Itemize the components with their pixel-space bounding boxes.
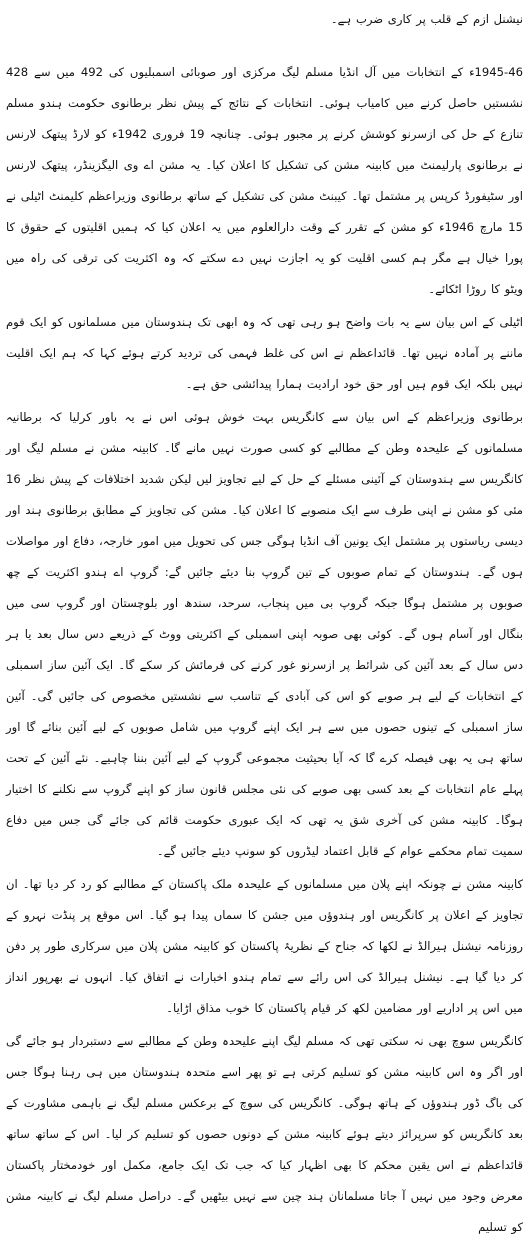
paragraph-2: 1945-46ء کے انتخابات میں آل انڈیا مسلم لیگ مرکزی اور صوبائی اسمبلیوں کی 492 میں سے 428 نشستیں حاصل کرنے میں کامیاب ہوئی۔ انتخابات کے نتائج کے پیش نظر برطانوی حکومت ہندو مسلم تنازع کے حل کی ازسرنو کوشش کرنے پر مجبور ہوئی۔ چنانچہ 19 فروری 1942ء کو لارڈ پیتھک لارنس نے برطانوی پارلیمنٹ میں کابینہ مشن کی تشکیل کا اعلان کیا۔ یہ مشن اے وی الیگزینڈر، پیتھک لارنس اور سٹیفورڈ کرپس پر مشتمل تھا۔ کیبنٹ مشن کی تشکیل کے ساتھ برطانوی وزیراعظم کلیمنٹ اٹیلی نے 15 مارچ 1946ء کو مشن کے تقرر کے وقت دارالعلوم میں یہ اعلان کیا کہ ہمیں اقلیتوں کے حقوق کا پورا خیال ہے مگر ہم کسی اقلیت کو یہ اجازت نہیں دے سکتے کہ وہ اکثریت کی ترقی کی راہ میں ویٹو کا روڑا اٹکائے۔ [6,65,523,296]
paragraph-spacer [6,35,523,57]
paragraph-6: کانگریس سوچ بھی نہ سکتی تھی کہ مسلم لیگ اپنے علیحدہ وطن کے مطالبے سے دستبردار ہو جائے گی اور اگر وہ اس کابینہ مشن کو تسلیم کرتی ہے تو پھر اسے متحدہ ہندوستان میں ہی رہنا ہوگا جس کی باگ ڈور ہندوؤں کے ہاتھ ہوگی۔ کانگریس کی سوچ کے برعکس مسلم لیگ نے باہمی مشاورت کے بعد کانگریس کو سرپرائز دیتے ہوئے کابینہ مشن کے دونوں حصوں کو تسلیم کر لیا۔ اس کے ساتھ ساتھ قائداعظم نے اس یقین محکم کا بھی اظہار کیا کہ جب تک ایک جامع، مکمل اور خودمختار پاکستان معرض وجود میں نہیں آ جاتا مسلمانان ہند چین سے نہیں بیٹھیں گے۔ دراصل مسلم لیگ نے کابینہ مشن کو تسلیم [6,1034,523,1234]
paragraph-5: کابینہ مشن نے چونکہ اپنے پلان میں مسلمانوں کے علیحدہ ملک پاکستان کے مطالبے کو رد کر دیا تھا۔ ان تجاویز کے اعلان پر کانگریس اور ہندوؤں میں جشن کا سماں پیدا ہو گیا۔ اس موقع پر پنڈت نہرو کے روزنامہ نیشنل ہیرالڈ نے لکھا کہ جناح کے نظریۂ پاکستان کو کابینہ مشن پلان میں سرکاری طور پر دفن کر دیا گیا ہے۔ نیشنل ہیرالڈ کی اس رائے سے تمام ہندو اخبارات نے اتفاق کیا۔ انہوں نے بھرپور انداز میں اس پر اداریے اور مضامین لکھ کر قیام پاکستان کا خوب مذاق اڑایا۔ [6,877,523,1015]
paragraph-4: برطانوی وزیراعظم کے اس بیان سے کانگریس بہت خوش ہوئی اس نے یہ باور کرلیا کہ برطانیہ مسلمانوں کے علیحدہ وطن کے مطالبے کو کسی صورت نہیں مانے گا۔ کابینہ مشن نے مسلم لیگ اور کانگریس سے ہندوستان کے آئینی مسئلے کے حل کے لیے تجاویز لیں لیکن شدید اختلافات کے پیش نظر 16 مئی کو مشن نے اپنی طرف سے ایک منصوبے کا اعلان کیا۔ مشن کی تجاویز کے مطابق برطانوی ہند اور دیسی ریاستوں پر مشتمل ایک یونین آف انڈیا ہوگی جس کی تحویل میں امور خارجہ، دفاع اور مواصلات ہوں گے۔ ہندوستان کے تمام صوبوں کے تین گروپ بنا دیئے جائیں گے: گروپ اے ہندو اکثریت کے چھ صوبوں پر مشتمل ہوگا جبکہ گروپ بی میں پنجاب، سرحد، سندھ اور بلوچستان اور گروپ سی میں بنگال اور آسام ہوں گے۔ کوئی بھی صوبہ اپنی اسمبلی کے اکثریتی ووٹ کے ذریعے دس سال بعد یا ہر دس سال کے بعد آئین کی شرائط پر ازسرنو غور کرنے کی فرمائش کر سکے گا۔ ایک آئین ساز اسمبلی کے انتخابات کے لیے ہر صوبے کو اس کی آبادی کے تناسب سے نشستیں مخصوص کی جائیں گی۔ آئین ساز اسمبلی کے تینوں حصوں میں سے ہر ایک اپنے گروپ میں شامل صوبوں کے لیے آئین بنائے گا اور ساتھ ہی یہ بھی فیصلہ کرے گا کہ آیا بحیثیت مجموعی گروپ کے لیے آئین بننا چاہیے۔ نئے آئین کے تحت پہلے عام انتخابات کے بعد کسی بھی صوبے کی نئی مجلس قانون ساز کو اپنے گروپ سے نکلنے کا اختیار ہوگا۔ کابینہ مشن کی آخری شق یہ تھی کہ ایک عبوری حکومت قائم کی جائے گی جس میں دفاع سمیت تمام محکمے عوام کے قابل اعتماد لیڈروں کو سونپ دیئے جائیں گے۔ [6,410,523,858]
paragraph-3: اٹیلی کے اس بیان سے یہ بات واضح ہو رہی تھی کہ وہ ابھی تک ہندوستان میں مسلمانوں کو ایک قوم ماننے پر آمادہ نہیں تھا۔ قائداعظم نے اس کی غلط فہمی کی تردید کرتے ہوئے کہا کہ ہم ایک اقلیت نہیں بلکہ ایک قوم ہیں اور حق خود ارادیت ہمارا پیدائشی حق ہے۔ [6,315,523,391]
paragraph-1: نیشنل ازم کے قلب پر کاری ضرب ہے۔ [330,12,523,26]
